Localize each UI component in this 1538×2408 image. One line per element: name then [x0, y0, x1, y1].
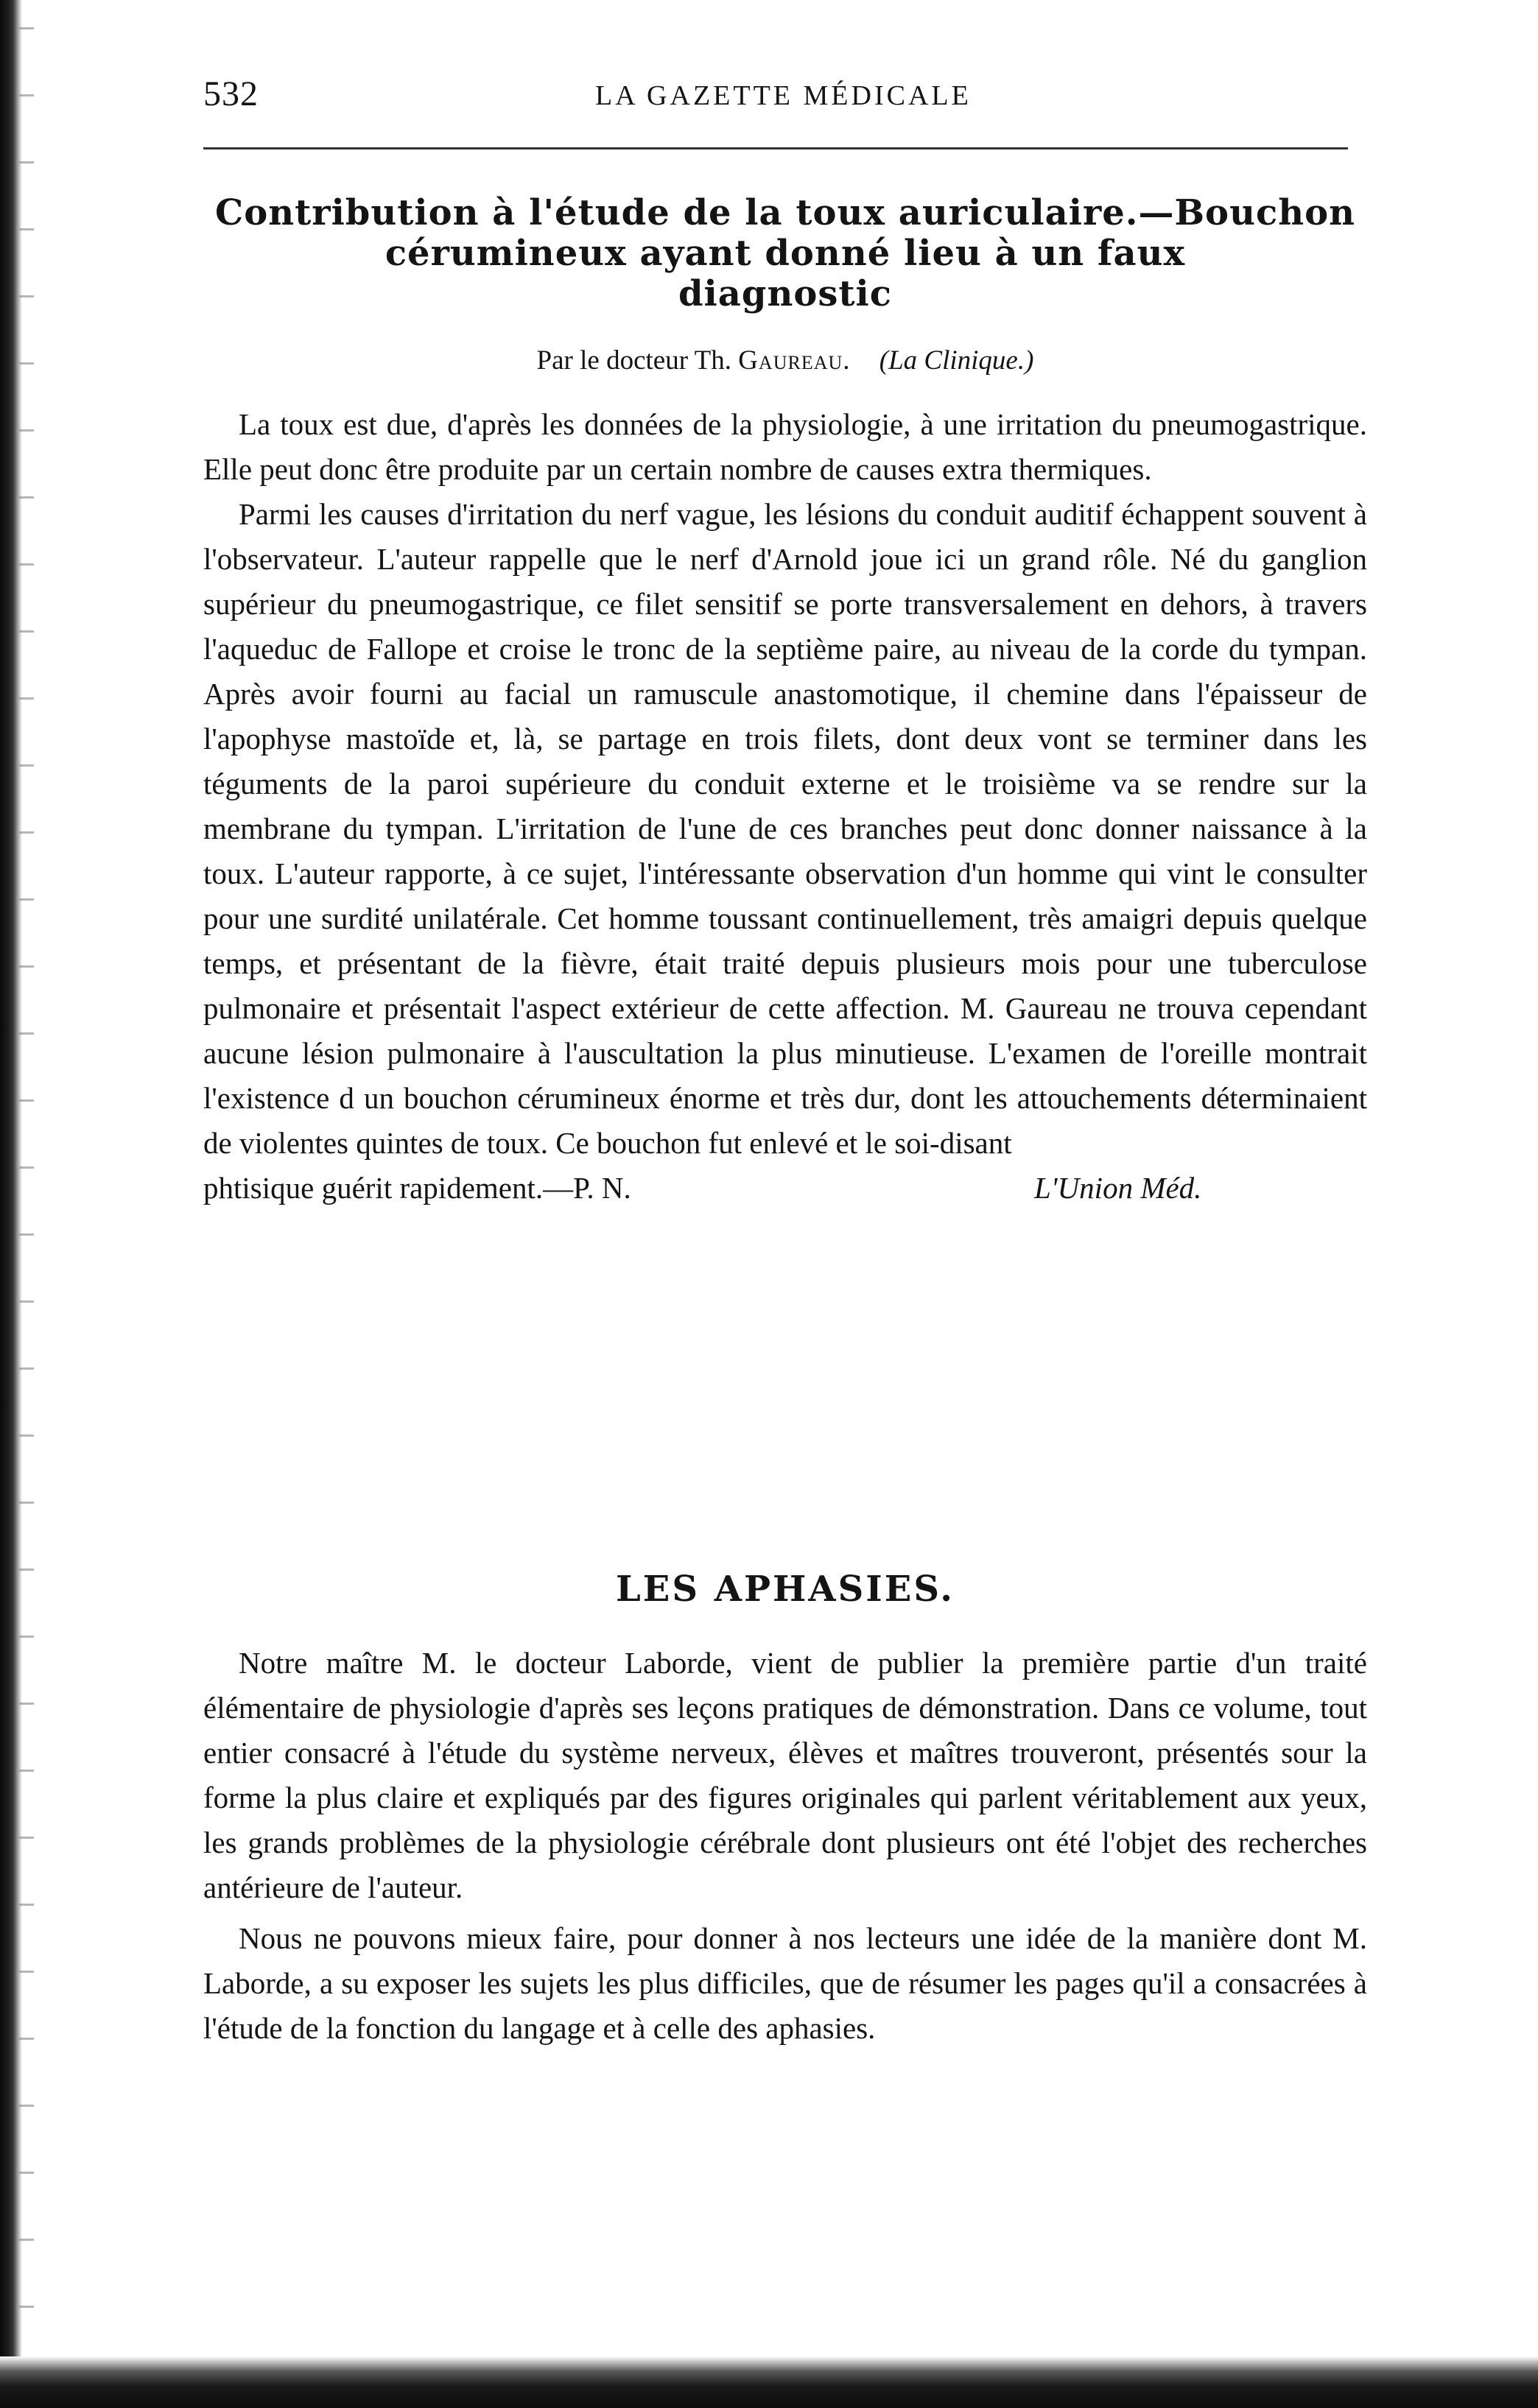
running-head [203, 66, 1367, 125]
article-title-line-1: Contribution à l'étude de la toux auriculaire.—Bouchon [214, 192, 1356, 233]
article-signoff [203, 1166, 1367, 1211]
article-title-line-3: diagnostic [678, 273, 893, 314]
article-title [203, 193, 1367, 314]
section-title: LES APHASIES. [615, 1569, 955, 1610]
section-paragraph-1: Notre maître M. le docteur Laborde, vient de publier la première partie d'un traité élémentaire de physiologie d'après ses leçons pratiques de démonstration. Dans ce volume, tout entier consacré à l'étude du système nerveux, élèves et maîtres trouveront, présentés sour la forme la plus claire et expliqués par des figures originales qui parlent véritablement aux yeux, les grands problèmes de la physiologie cérébrale dont plusieurs ont été l'objet des recherches antérieure de l'auteur. [203, 1646, 1367, 1904]
byline-author: Gaureau. [738, 345, 851, 376]
article-body [203, 402, 1367, 1211]
byline-prefix: Par le docteur Th. [536, 345, 731, 376]
article-last-line: phtisique guérit rapidement.—P. N. [203, 1171, 631, 1205]
article-title-line-2: cérumineux ayant donné lieu à un faux [384, 233, 1186, 274]
article-source: L'Union Méd. [1034, 1171, 1202, 1205]
journal-title: LA GAZETTE MÉDICALE [595, 80, 972, 111]
page [203, 66, 1367, 125]
byline-source: (La Clinique.) [879, 345, 1034, 376]
page-number: 532 [203, 74, 259, 113]
scan-binding-specks [19, 0, 34, 2408]
scan-bottom-edge [0, 2356, 1538, 2408]
section-body [203, 1641, 1367, 2057]
article-paragraph-2: Parmi les causes d'irritation du nerf vague, les lésions du conduit auditif échappent souvent à l'observateur. L'auteur rappelle que le nerf d'Arnold joue ici un grand rôle. Né du ganglion supérieur du pneumogastrique, ce filet sensitif se porte transversalement en dehors, à travers l'aqueduc de Fallope et croise le tronc de la septième paire, au niveau de la corde du tympan. Après avoir fourni au facial un ramuscule anastomotique, il chemine dans l'épaisseur de l'apophyse mastoïde et, là, se partage en trois filets, dont deux vont se terminer dans les téguments de la paroi supérieure du conduit externe et le troisième va se rendre sur la membrane du tympan. L'irritation de l'une de ces branches peut donc donner naissance à la toux. L'auteur rapporte, à ce sujet, l'intéressante observation d'un homme qui vint le consulter pour une surdité unilatérale. Cet homme toussant continuellement, très amaigri depuis quelque temps, et présentant de la fièvre, était traité depuis plusieurs mois pour une tuberculose pulmonaire et présentait l'aspect extérieur de cette affection. M. Gaureau ne trouva cependant aucune lésion pulmonaire à l'auscultation la plus minutieuse. L'examen de l'oreille montrait l'existence d un bouchon cérumineux énorme et très dur, dont les attouchements déterminaient de violentes quintes de toux. Ce bouchon fut enlevé et le soi-disant [203, 497, 1367, 1160]
byline [203, 345, 1367, 376]
section-paragraph-2: Nous ne pouvons mieux faire, pour donner à nos lecteurs une idée de la manière dont M. Laborde, a su exposer les sujets les plus difficiles, que de résumer les pages qu'il a consacrées à l'étude de la fonction du langage et à celle des aphasies. [203, 1921, 1367, 2045]
article-paragraph-1: La toux est due, d'après les données de la physiologie, à une irritation du pneumogastrique. Elle peut donc être produite par un certain nombre de causes extra thermiques. [203, 407, 1367, 486]
header-rule [203, 147, 1348, 149]
